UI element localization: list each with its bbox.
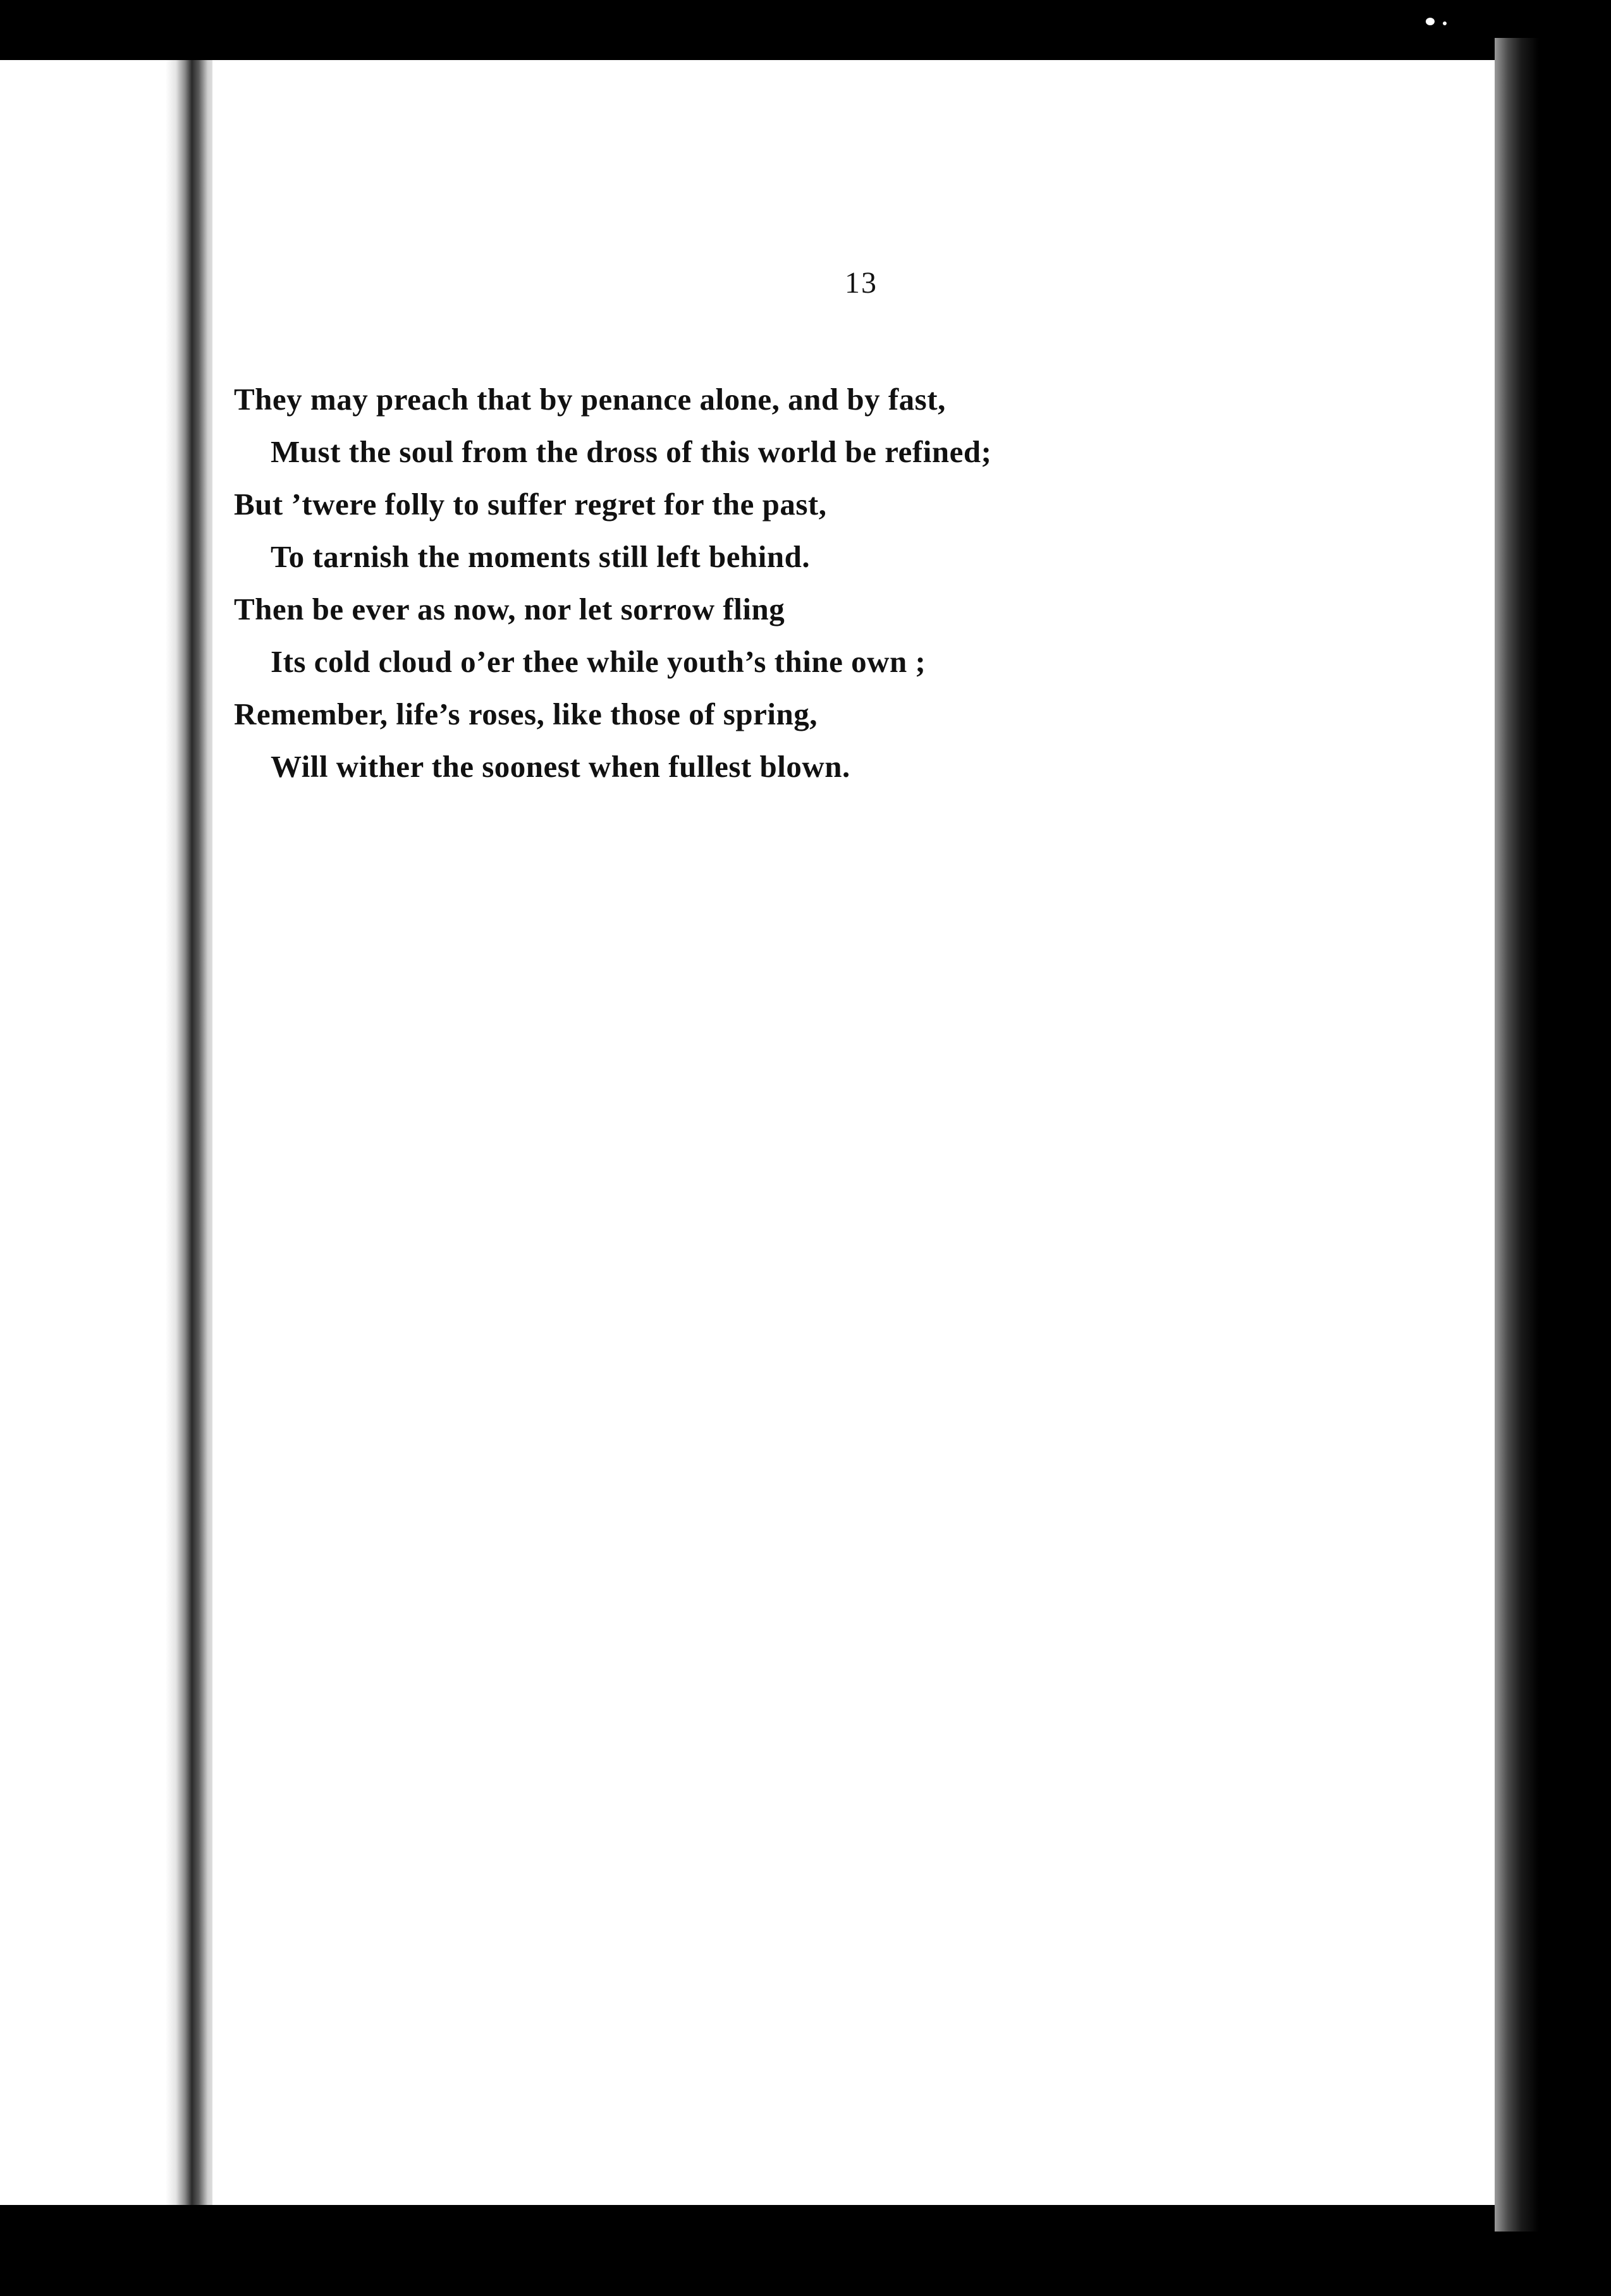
page-number: 13 — [845, 266, 878, 300]
poem-line: Will wither the soonest when fullest blown. — [271, 749, 850, 784]
scan-speck — [1443, 21, 1447, 25]
poem-line: Remember, life’s roses, like those of spring, — [234, 697, 818, 731]
poem-line: Its cold cloud o’er thee while youth’s thine own ; — [271, 644, 926, 679]
page-stack-edge — [1495, 38, 1539, 2232]
poem-line: To tarnish the moments still left behind. — [271, 539, 811, 574]
poem-line: But ’twere folly to suffer regret for the past, — [234, 487, 827, 522]
poem-line: They may preach that by penance alone, and by fast, — [234, 382, 946, 417]
poem-stanza — [234, 373, 1271, 793]
poem-line: Then be ever as now, nor let sorrow fling — [234, 592, 785, 626]
scan-speck — [1426, 18, 1435, 25]
poem-line: Must the soul from the dross of this world be refined; — [271, 434, 992, 469]
